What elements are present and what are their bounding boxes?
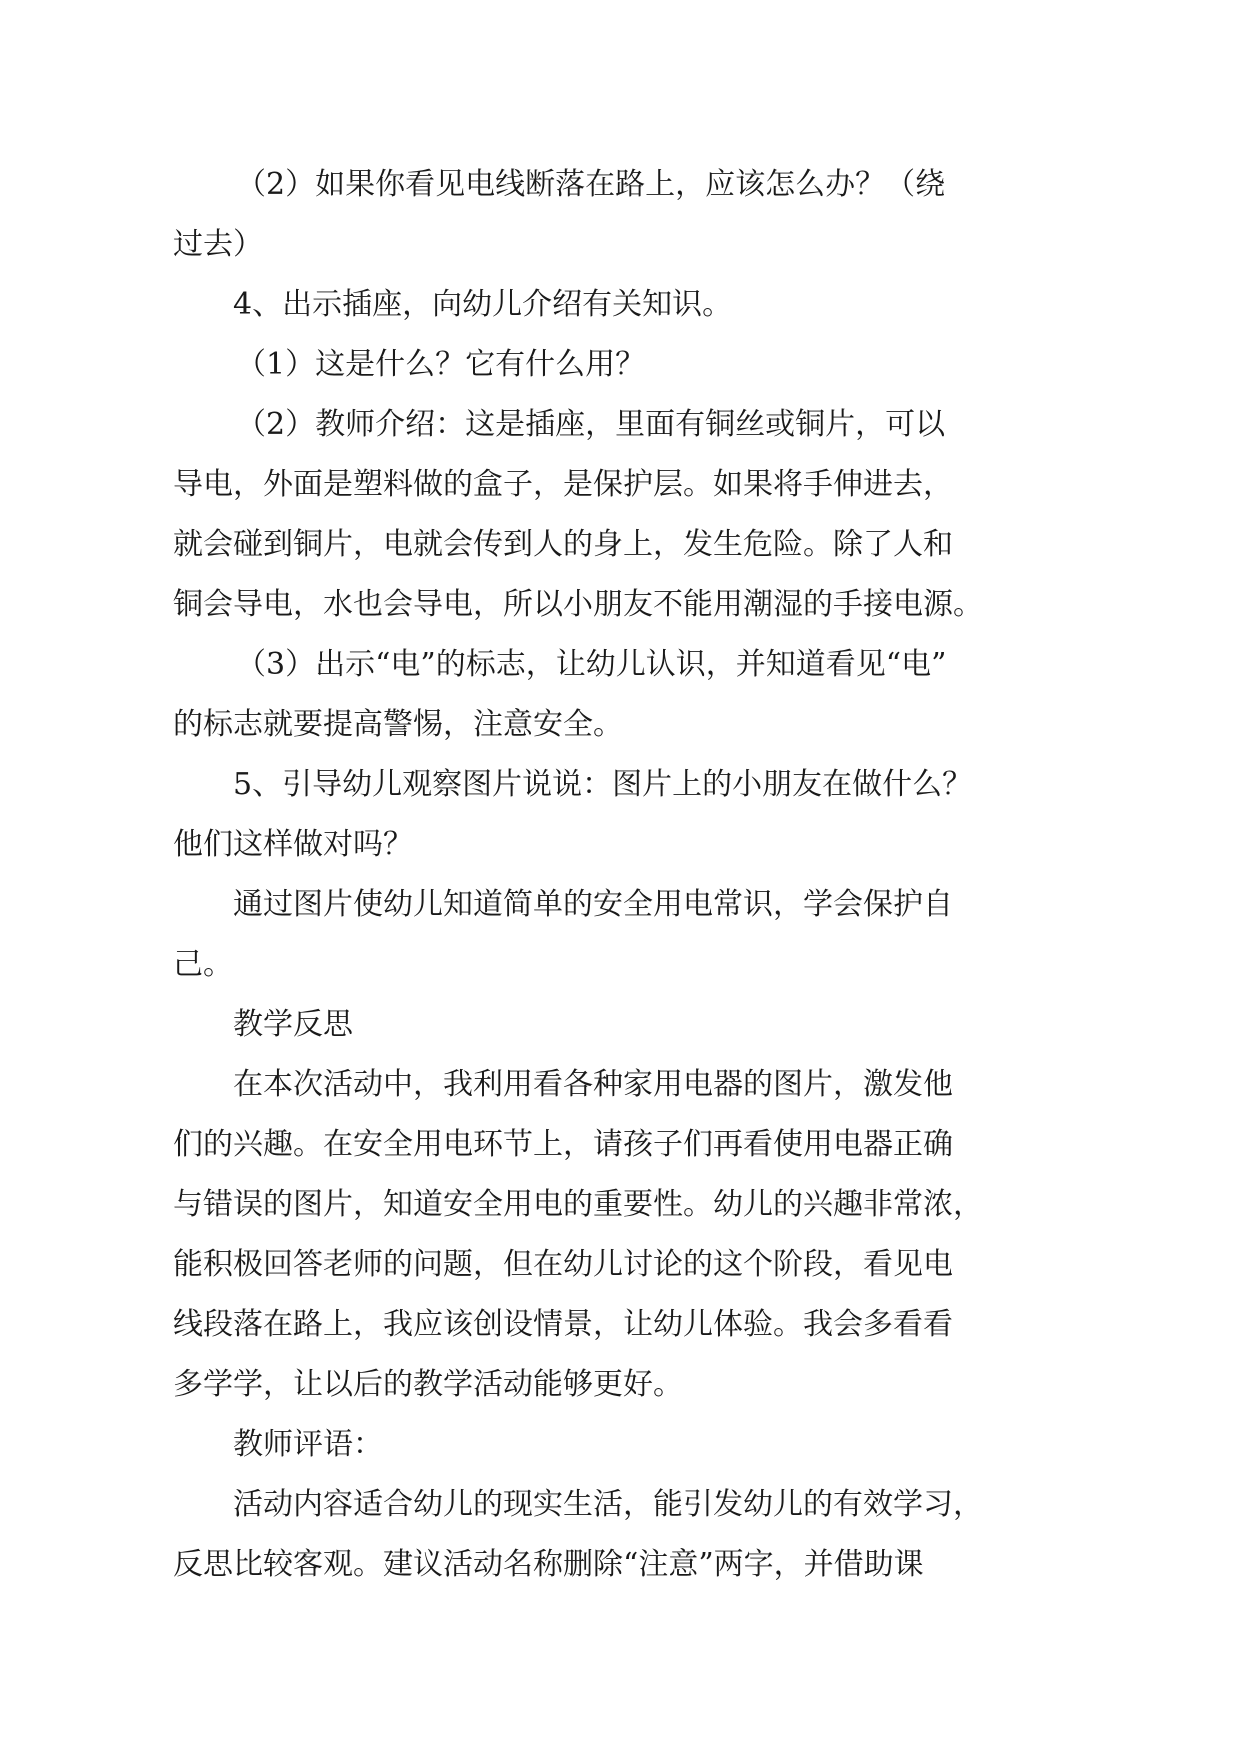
text-line: （1）这是什么？它有什么用？ bbox=[236, 347, 646, 382]
section-heading: 教学反思 bbox=[233, 1007, 353, 1042]
text-line: 导电，外面是塑料做的盒子，是保护层。如果将手伸进去， bbox=[173, 467, 953, 502]
text-line: 活动内容适合幼儿的现实生活，能引发幼儿的有效学习， bbox=[233, 1487, 983, 1522]
section-heading: 教师评语： bbox=[233, 1427, 383, 1462]
text-line: 就会碰到铜片，电就会传到人的身上，发生危险。除了人和 bbox=[173, 527, 953, 562]
text-line: 过去） bbox=[173, 227, 263, 262]
text-line: 与错误的图片，知道安全用电的重要性。幼儿的兴趣非常浓， bbox=[173, 1187, 983, 1222]
text-line: 己。 bbox=[173, 947, 233, 982]
text-line: 们的兴趣。在安全用电环节上，请孩子们再看使用电器正确 bbox=[173, 1127, 953, 1162]
text-line: 4、出示插座，向幼儿介绍有关知识。 bbox=[233, 287, 733, 322]
text-line: 能积极回答老师的问题，但在幼儿讨论的这个阶段，看见电 bbox=[173, 1247, 953, 1282]
text-line: 反思比较客观。建议活动名称删除“注意”两字，并借助课 bbox=[173, 1547, 924, 1582]
text-line: 5、引导幼儿观察图片说说：图片上的小朋友在做什么？ bbox=[233, 767, 973, 802]
text-line: （2）如果你看见电线断落在路上，应该怎么办？（绕 bbox=[236, 167, 946, 202]
text-line: 多学学，让以后的教学活动能够更好。 bbox=[173, 1367, 683, 1402]
text-line: 的标志就要提高警惕，注意安全。 bbox=[173, 707, 623, 742]
text-line: （3）出示“电”的标志，让幼儿认识，并知道看见“电” bbox=[236, 647, 947, 682]
text-line: 他们这样做对吗？ bbox=[173, 827, 413, 862]
text-line: 通过图片使幼儿知道简单的安全用电常识，学会保护自 bbox=[233, 887, 953, 922]
text-line: 线段落在路上，我应该创设情景，让幼儿体验。我会多看看 bbox=[173, 1307, 953, 1342]
text-line: 铜会导电，水也会导电，所以小朋友不能用潮湿的手接电源。 bbox=[173, 587, 983, 622]
text-line: 在本次活动中，我利用看各种家用电器的图片，激发他 bbox=[233, 1067, 953, 1102]
text-line: （2）教师介绍：这是插座，里面有铜丝或铜片，可以 bbox=[236, 407, 946, 442]
